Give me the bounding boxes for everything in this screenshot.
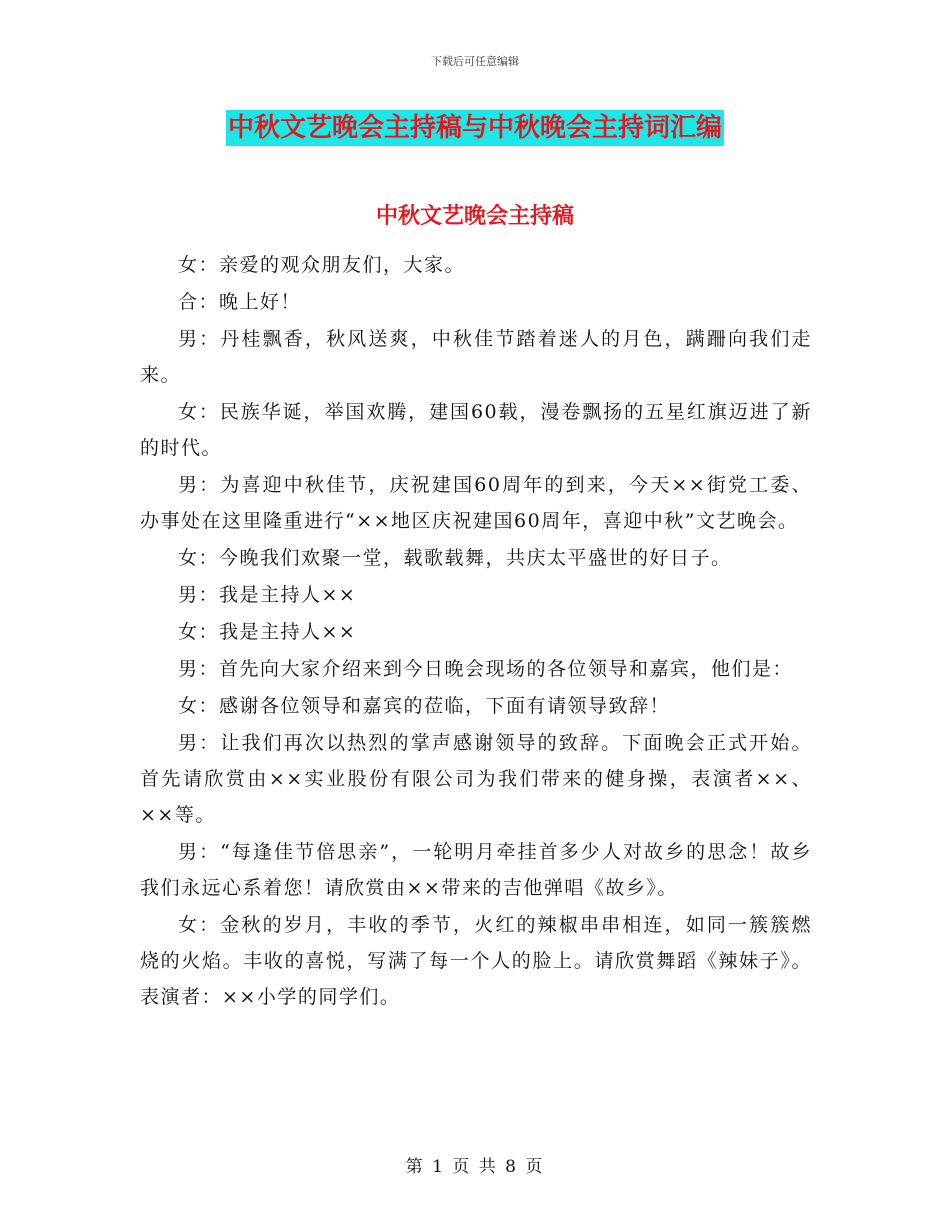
main-title-container [0, 110, 950, 146]
page-number-footer: 第 1 页 共 8 页 [405, 1157, 545, 1177]
paragraph: 男：为喜迎中秋佳节，庆祝建国60周年的到来，今天××街党工委、办事处在这里隆重进行“××地区庆祝建国60周年，喜迎中秋”文艺晚会。 [140, 474, 812, 532]
page-header-note: 下载后可任意编辑 [431, 55, 519, 68]
paragraph: 女：我是主持人×× [178, 621, 357, 643]
paragraph: 女：民族华诞，举国欢腾，建国60载，漫卷飘扬的五星红旗迈进了新的时代。 [140, 401, 812, 459]
paragraph: 女：亲爱的观众朋友们，大家。 [178, 254, 466, 276]
paragraph: 男：“每逢佳节倍思亲”，一轮明月牵挂首多少人对故乡的思念！故乡我们永远心系着您！请欣赏由××带来的吉他弹唱《故乡》。 [140, 841, 812, 899]
document-body [140, 247, 812, 1016]
paragraph: 男：我是主持人×× [178, 584, 357, 606]
paragraph: 女：今晚我们欢聚一堂，载歌载舞，共庆太平盛世的好日子。 [178, 547, 732, 569]
section-title: 中秋文艺晚会主持稿 [375, 204, 574, 229]
paragraph: 女：金秋的岁月，丰收的季节，火红的辣椒串串相连，如同一簇簇燃烧的火焰。丰收的喜悦，写满了每一个人的脸上。请欣赏舞蹈《辣妹子》。表演者：××小学的同学们。 [140, 914, 812, 1008]
paragraph: 男：首先向大家介绍来到今日晚会现场的各位领导和嘉宾，他们是： [178, 658, 794, 680]
main-title: 中秋文艺晚会主持稿与中秋晚会主持词汇编 [226, 110, 724, 146]
paragraph: 合：晚上好！ [178, 291, 302, 313]
paragraph: 男：丹桂飘香，秋风送爽，中秋佳节踏着迷人的月色，蹒跚向我们走来。 [140, 328, 812, 386]
paragraph: 男：让我们再次以热烈的掌声感谢领导的致辞。下面晚会正式开始。首先请欣赏由××实业股份有限公司为我们带来的健身操，表演者××、××等。 [140, 732, 812, 826]
paragraph: 女：感谢各位领导和嘉宾的莅临，下面有请领导致辞！ [178, 695, 671, 717]
